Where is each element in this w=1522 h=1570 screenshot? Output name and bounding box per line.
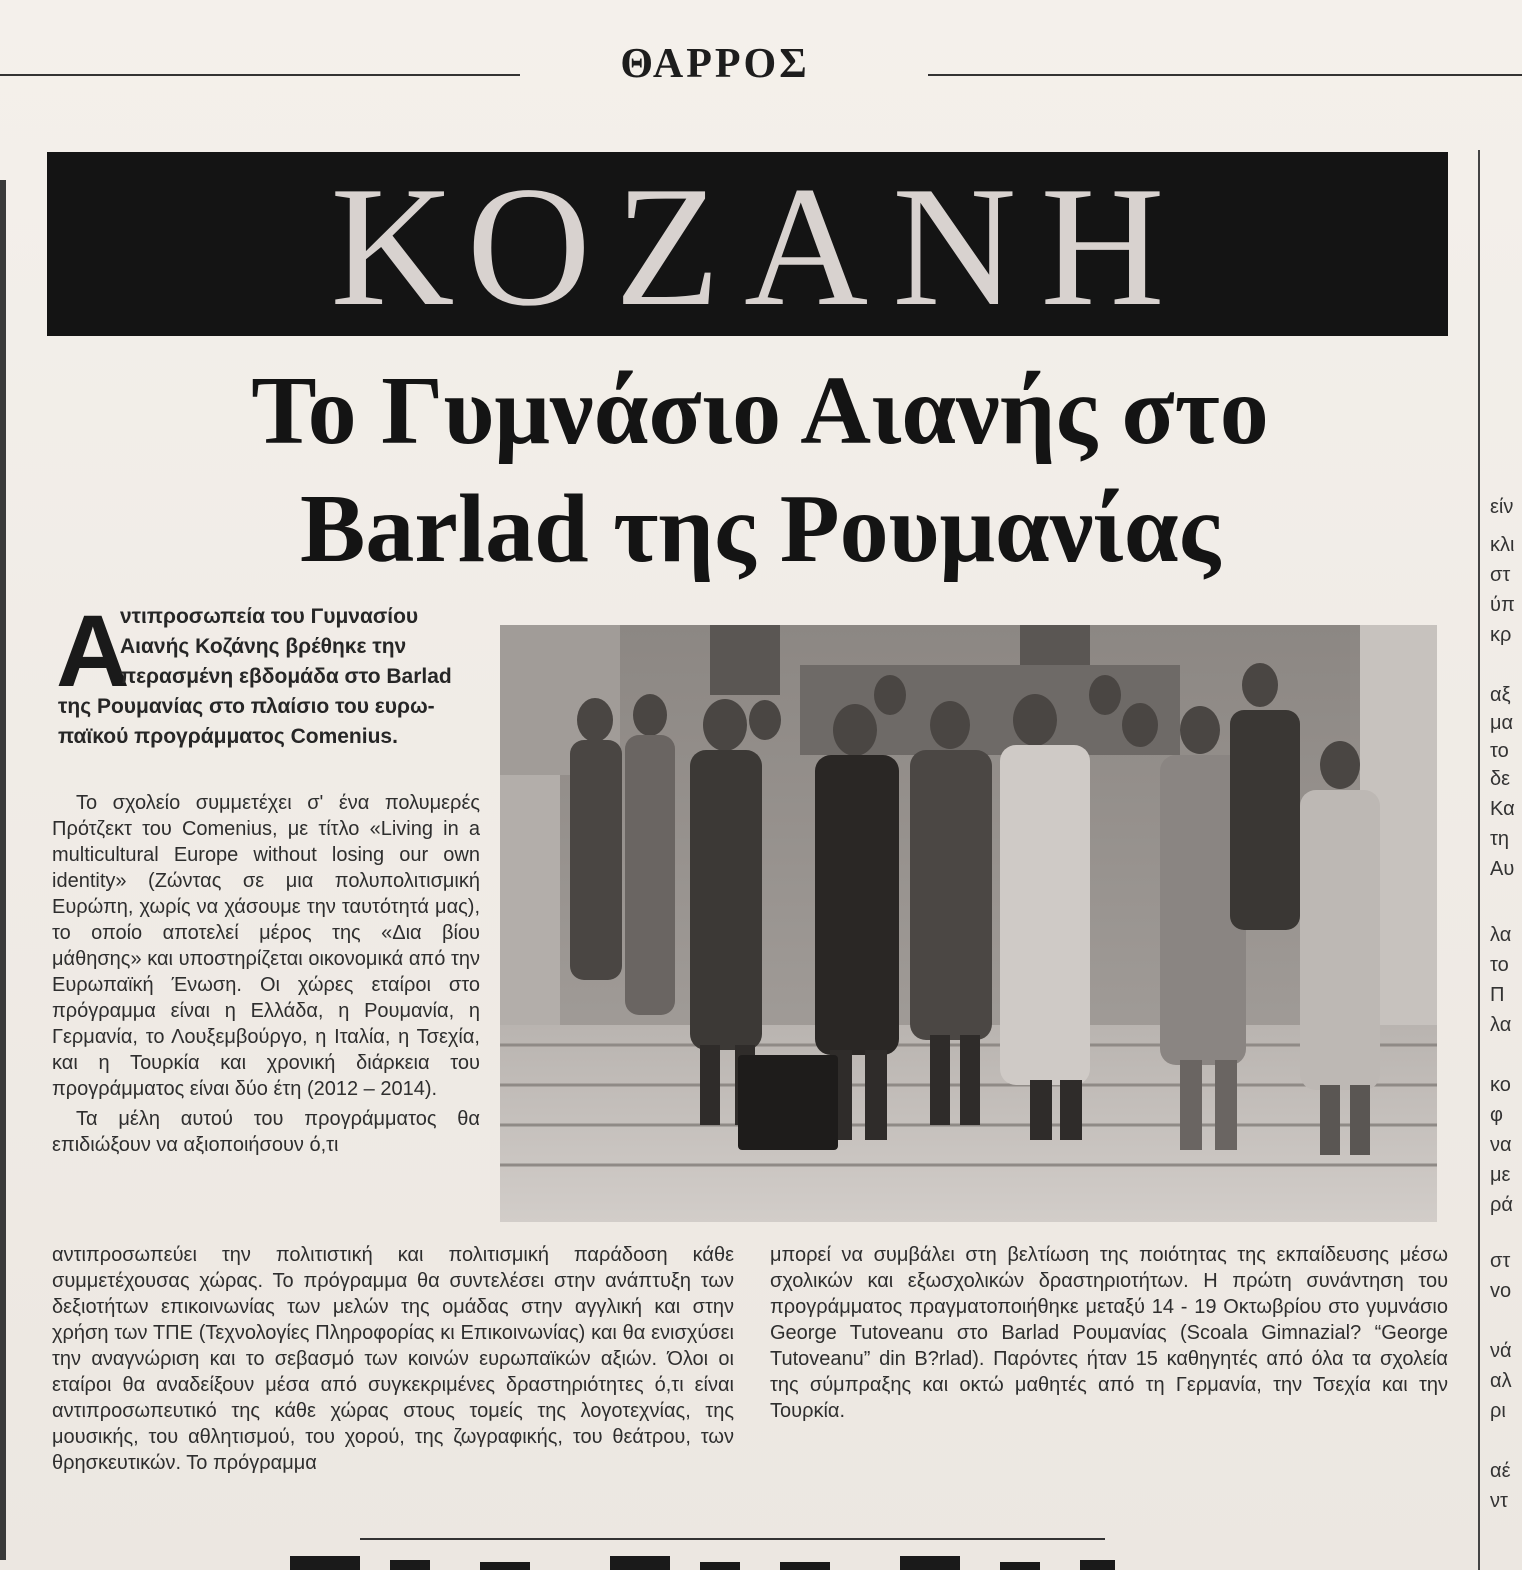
section-title: ΚΟΖΑΝΗ <box>330 152 1189 342</box>
body-right-column <box>770 1242 1448 1424</box>
neighbor-fragment: Π <box>1490 984 1505 1006</box>
neighbor-fragment: αέ <box>1490 1460 1511 1482</box>
lede-line: ντιπροσωπεία του Γυμνασίου <box>120 605 419 628</box>
neighbor-fragment: είν <box>1490 496 1514 518</box>
neighbor-fragment: το <box>1490 740 1509 762</box>
neighbor-fragment: μα <box>1490 712 1514 734</box>
lede-line: της Ρουμανίας στο πλαίσιο του ευρω- <box>58 695 435 718</box>
neighbor-fragment: λα <box>1490 924 1512 946</box>
neighbor-fragment: στ <box>1490 564 1511 586</box>
neighbor-fragment: Κα <box>1490 798 1515 820</box>
neighbor-fragment: με <box>1490 1164 1511 1186</box>
body-paragraph: μπορεί να συμβάλει στη βελτίωση της ποιότητας της εκπαίδευσης μέσω σχολικών και εξωσχολικών δραστηριοτήτων. Η πρώτη συνάντηση του προγράμματος πραγματοποιήθηκε μεταξύ 14 - 19 Οκτωβρίου στο γυμνάσιο George Tutoveanu στο Barlad Ρουμανίας (Scoala Gimnazial? “George Tutoveanu” din B?rlad). Παρόντες ήταν 15 καθηγητές από όλα τα σχολεία της σύμπραξης και οκτώ μαθητές από τη Γερμανία, την Τσεχία και την Τουρκία. <box>770 1244 1448 1422</box>
lede-line: Αιανής Κοζάνης βρέθηκε την <box>120 635 407 658</box>
neighbor-fragment: ύπ <box>1490 594 1515 616</box>
next-headline-cutoff <box>280 1548 1200 1570</box>
masthead-rule-left <box>0 74 520 76</box>
neighbor-fragment: δε <box>1490 768 1511 790</box>
body-paragraph: Τα μέλη αυτού του προγράμματος θα επιδιώξουν να αξιοποιήσουν ό,τι <box>52 1108 480 1156</box>
group-photo-illustration <box>500 625 1437 1222</box>
headline-line-2: Barlad της Ρουμανίας <box>300 475 1220 583</box>
body-wide-column <box>52 1242 734 1476</box>
neighbor-fragment: ρά <box>1490 1194 1513 1216</box>
neighbor-fragment: φ <box>1490 1104 1503 1126</box>
neighbor-fragment: στ <box>1490 1250 1511 1272</box>
masthead-rule-right <box>928 74 1522 76</box>
lede-dropcap: Α <box>56 594 130 708</box>
group-photo <box>500 625 1437 1222</box>
bottom-rule <box>360 1538 1105 1540</box>
left-page-edge <box>0 180 6 1560</box>
neighbor-fragment: Αυ <box>1490 858 1515 880</box>
next-headline-glyph-tops <box>280 1548 1200 1570</box>
neighbor-fragment: αλ <box>1490 1370 1512 1392</box>
neighbor-fragment: να <box>1490 1134 1512 1156</box>
neighbor-fragment: ρι <box>1490 1400 1506 1422</box>
lede-line: παϊκού προγράμματος Comenius. <box>58 725 398 748</box>
section-banner <box>47 152 1448 342</box>
neighbor-fragment: νά <box>1490 1340 1512 1362</box>
neighbor-fragment: κο <box>1490 1074 1511 1096</box>
body-left-column <box>52 790 480 1158</box>
neighbor-fragment: τη <box>1490 828 1510 850</box>
neighbor-fragment: κρ <box>1490 624 1512 646</box>
body-paragraph: αντιπροσωπεύει την πολιτιστική και πολιτισμική παράδοση κάθε συμμετέχουσας χώρας. Το πρόγραμμα θα συντελέσει στην ανάπτυξη των δεξιοτήτων επικοινωνίας των μελών της ομάδας στην αγγλική και στην χρήση των ΤΠΕ (Τεχνολογίες Πληροφορίας κι Επικοινωνίας) και θα ενισχύσει την αναγνώριση και το σεβασμό των κοινών ευρωπαϊκών αξιών. Όλοι οι εταίροι θα αναδείξουν μέσα από συγκεκριμένες δραστηριότητες ό,τι είναι αντιπροσωπευτικό της κάθε χώρας στους τομείς της λογοτεχνίας, της μουσικής, του αθλητισμού, του χορού, της ζωγραφικής, του θεάτρου, των θρησκευτικών. Το πρόγραμμα <box>52 1244 734 1474</box>
article-headline <box>100 352 1420 588</box>
neighbor-fragment: vo <box>1490 1280 1512 1302</box>
neighbor-fragment: αξ <box>1490 684 1511 706</box>
neighbor-fragment: το <box>1490 954 1509 976</box>
neighbor-fragment: ντ <box>1490 1490 1508 1512</box>
lede-line: περασμένη εβδομάδα στο Barlad <box>120 665 452 688</box>
neighbor-fragment: λα <box>1490 1014 1512 1036</box>
headline-line-1: Το Γυμνάσιο Αιανής στο <box>251 357 1269 465</box>
neighbor-fragment: κλι <box>1490 534 1515 556</box>
newspaper-name: ΘΑΡΡΟΣ <box>620 41 810 87</box>
body-paragraph: Το σχολείο συμμετέχει σ' ένα πολυμερές Πρότζεκτ του Comenius, με τίτλο «Living in a multicultural Europe without losing our own identity» (Ζώντας σε μια πολυπολιτισμική Ευρώπη, χωρίς να χάσουμε την ταυτότητά μας), το οποίο αποτελεί μέρος της «Δια βίου μάθησης» και υποστηρίζεται οικονομικά από την Ευρωπαϊκή Ένωση. Οι χώρες εταίροι στο πρόγραμμα είναι η Ελλάδα, η Ρουμανία, η Γερμανία, το Λουξεμβούργο, η Ιταλία, η Τσεχία, και η Τουρκία και χρονική διάρκεια του προγράμματος είναι δύο έτη (2012 – 2014). <box>52 792 480 1100</box>
